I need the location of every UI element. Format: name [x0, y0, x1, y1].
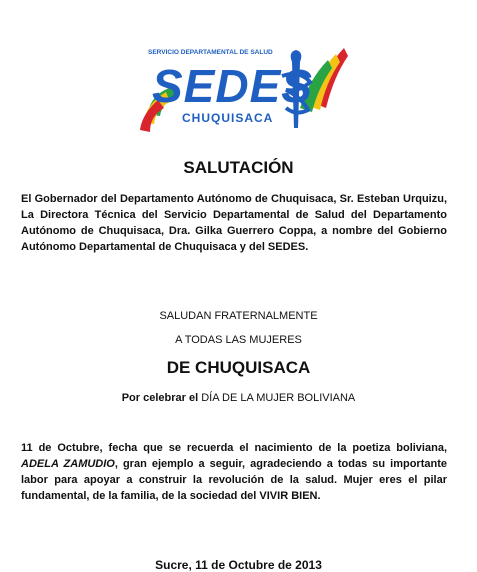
greeting-line-1: SALUDAN FRATERNALMENTE	[159, 310, 318, 322]
celebrate-event: DÍA DE LA MUJER BOLIVIANA	[201, 392, 356, 404]
celebrate-prefix: Por celebrar el	[121, 392, 199, 404]
logo-brand: SEDES	[152, 60, 313, 112]
body-paragraph	[21, 440, 447, 504]
page-title: SALUTACIÓN	[183, 158, 294, 177]
sedes-logo	[140, 42, 350, 137]
body-text-before: 11 de Octubre, fecha que se recuerda el nacimiento de la poetiza boliviana,	[21, 442, 447, 454]
body-name: ADELA ZAMUDIO	[21, 458, 115, 470]
logo-sub-text: CHUQUISACA	[182, 111, 274, 125]
logo-top-text: SERVICIO DEPARTAMENTAL DE SALUD	[148, 49, 273, 56]
sedes-logo-graphic	[140, 42, 350, 137]
footer-date: Sucre, 11 de Octubre de 2013	[155, 558, 322, 572]
intro-paragraph: El Gobernador del Departamento Autónomo de Chuquisaca, Sr. Esteban Urquizu, La Directora Técnica del Servicio Departamental de Salud del Departamento Autónomo de Chuquisaca, Dra. Gilka Guerrero Coppa, a nombre del Gobierno Autónomo Departamental de Chuquisaca y del SEDES.	[21, 193, 447, 253]
body-text-after: , gran ejemplo a seguir, agradeciendo a todas su importante labor para apoyar a construir la revolución de la salud. Mujer eres el pilar fundamental, de la familia, de la sociedad del VIVIR BIEN.	[21, 458, 447, 502]
greeting-big: DE CHUQUISACA	[166, 358, 311, 377]
celebrate-line	[0, 392, 477, 404]
greeting-line-2: A TODAS LAS MUJERES	[175, 334, 302, 346]
